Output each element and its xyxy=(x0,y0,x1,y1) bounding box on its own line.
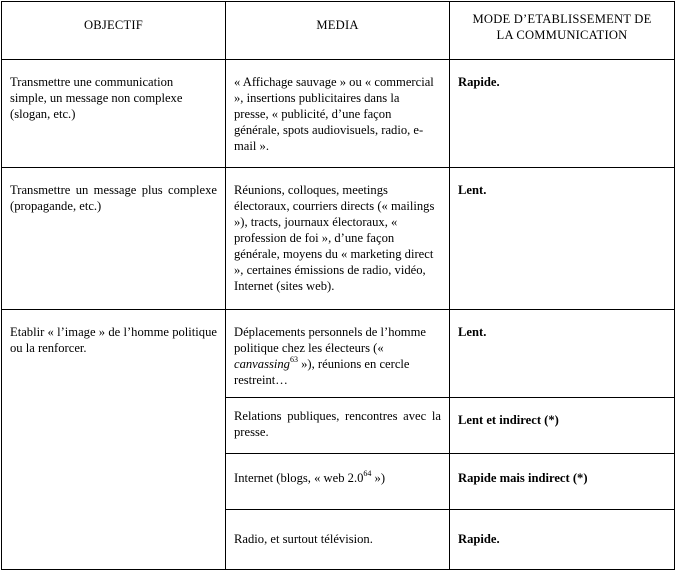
mode-text: Rapide mais indirect (*) xyxy=(458,471,588,486)
media-cell xyxy=(226,454,450,509)
mode-cell xyxy=(450,398,675,454)
media-cell xyxy=(226,309,450,397)
header-objectif xyxy=(2,2,226,60)
objectif-cell xyxy=(2,167,226,309)
media-cell xyxy=(226,398,450,454)
media-cell xyxy=(226,167,450,309)
media-text: « Affichage sauvage » ou « commercial », insertions publicitaires dans la presse, « publicité, d’une façon générale, spots audiovisuels, radio, e-mail ». xyxy=(234,75,434,154)
mode-cell xyxy=(450,454,675,509)
header-mode xyxy=(450,2,675,60)
mode-text: Lent. xyxy=(458,324,487,339)
media-text-part: Internet (blogs, « web 2.0 xyxy=(234,471,364,486)
media-text xyxy=(226,454,449,486)
media-text: Radio, et surtout télévision. xyxy=(234,531,373,546)
media-text-part: Déplacements personnels de l’homme politique chez les électeurs (« xyxy=(234,324,426,355)
objectif-text: Transmettre un message plus complexe (propagande, etc.) xyxy=(10,182,217,213)
mode-cell xyxy=(450,309,675,397)
footnote-ref: 63 xyxy=(289,354,298,364)
table-row xyxy=(2,60,675,168)
mode-text: Lent. xyxy=(458,182,487,197)
mode-cell xyxy=(450,509,675,569)
objectif-cell xyxy=(2,309,226,569)
header-mode-line2: LA COMMUNICATION xyxy=(496,28,628,42)
objectif-cell xyxy=(2,60,226,168)
media-text-part: »), réunions en cercle restreint… xyxy=(234,356,410,387)
objectif-text: Transmettre une communication simple, un message non complexe (slogan, etc.) xyxy=(10,75,183,122)
media-text: Réunions, colloques, meetings électoraux, courriers directs (« mailings »), tracts, journaux électoraux, « profession de foi », d’une façon générale, moyens du « marketing direct », certaines émissions de radio, vidéo, Internet (sites web). xyxy=(234,182,435,293)
mode-cell xyxy=(450,167,675,309)
table-row xyxy=(2,167,675,309)
mode-text: Rapide. xyxy=(458,75,500,90)
media-cell xyxy=(226,509,450,569)
mode-text: Rapide. xyxy=(458,531,500,546)
header-mode-line1: MODE D’ETABLISSEMENT DE xyxy=(472,12,652,26)
header-media-label: MEDIA xyxy=(316,18,359,32)
mode-cell xyxy=(450,60,675,168)
media-cell xyxy=(226,60,450,168)
communication-table xyxy=(1,1,675,570)
mode-text: Lent et indirect (*) xyxy=(458,413,559,428)
footnote-ref: 64 xyxy=(363,469,372,479)
media-italic-term: canvassing xyxy=(234,356,290,371)
media-text xyxy=(226,310,449,388)
table-row xyxy=(2,309,675,397)
objectif-text: Etablir « l’image » de l’homme politique ou la renforcer. xyxy=(10,324,217,355)
media-text-part: ») xyxy=(371,471,386,486)
media-text: Relations publiques, rencontres avec la presse. xyxy=(234,409,441,440)
header-row xyxy=(2,2,675,60)
header-media xyxy=(226,2,450,60)
header-objectif-label: OBJECTIF xyxy=(84,18,143,32)
